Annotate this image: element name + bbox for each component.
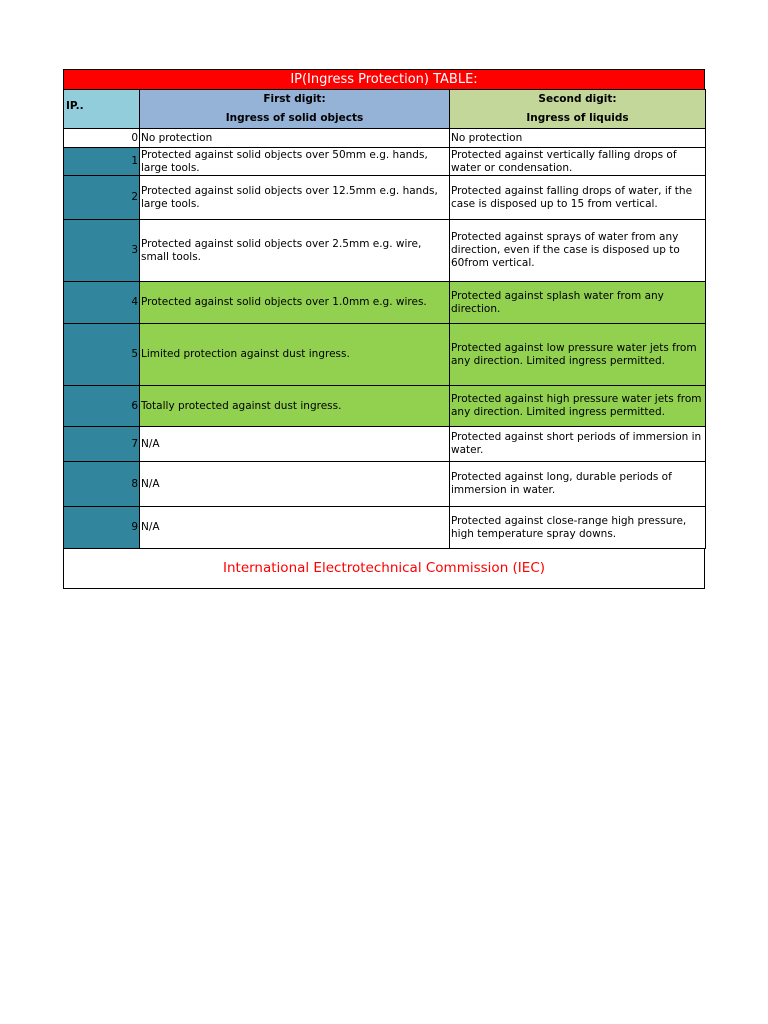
header-first-line2: Ingress of solid objects <box>225 112 364 124</box>
table-row <box>64 220 706 282</box>
table-row <box>64 427 706 462</box>
second-digit-cell: No protection <box>450 129 706 148</box>
first-digit-cell: N/A <box>140 462 450 507</box>
ip-digit: 8 <box>64 462 140 507</box>
table-row <box>64 507 706 549</box>
table-row <box>64 462 706 507</box>
first-digit-cell: Totally protected against dust ingress. <box>140 386 450 427</box>
table-row <box>64 129 706 148</box>
ip-digit: 5 <box>64 324 140 386</box>
ip-digit: 1 <box>64 148 140 176</box>
first-digit-cell: Protected against solid objects over 2.5mm e.g. wire, small tools. <box>140 220 450 282</box>
second-digit-cell: Protected against high pressure water jets from any direction. Limited ingress permitted. <box>450 386 706 427</box>
header-second-line1: Second digit: <box>538 93 617 105</box>
ip-digit: 3 <box>64 220 140 282</box>
table-row <box>64 176 706 220</box>
footer-iec: International Electrotechnical Commission (IEC) <box>63 549 705 589</box>
first-digit-cell: N/A <box>140 507 450 549</box>
header-row <box>64 90 706 129</box>
header-ip: IP.. <box>64 90 140 129</box>
header-first-line1: First digit: <box>263 93 326 105</box>
ip-digit: 2 <box>64 176 140 220</box>
ip-digit: 6 <box>64 386 140 427</box>
ip-digit: 4 <box>64 282 140 324</box>
table-row <box>64 148 706 176</box>
first-digit-cell: Limited protection against dust ingress. <box>140 324 450 386</box>
table-row <box>64 386 706 427</box>
second-digit-cell: Protected against low pressure water jets from any direction. Limited ingress permitted. <box>450 324 706 386</box>
second-digit-cell: Protected against sprays of water from any direction, even if the case is disposed up to 60from vertical. <box>450 220 706 282</box>
second-digit-cell: Protected against vertically falling drops of water or condensation. <box>450 148 706 176</box>
ip-digit: 7 <box>64 427 140 462</box>
second-digit-cell: Protected against falling drops of water, if the case is disposed up to 15 from vertical. <box>450 176 706 220</box>
table-row <box>64 282 706 324</box>
table-row <box>64 324 706 386</box>
ip-digit: 0 <box>64 129 140 148</box>
first-digit-cell: N/A <box>140 427 450 462</box>
header-first-digit <box>140 90 450 129</box>
second-digit-cell: Protected against long, durable periods of immersion in water. <box>450 462 706 507</box>
header-second-line2: Ingress of liquids <box>526 112 629 124</box>
table-title: IP(Ingress Protection) TABLE: <box>63 69 705 89</box>
first-digit-cell: Protected against solid objects over 1.0mm e.g. wires. <box>140 282 450 324</box>
ip-table-sheet <box>63 69 705 589</box>
second-digit-cell: Protected against close-range high pressure, high temperature spray downs. <box>450 507 706 549</box>
ip-digit: 9 <box>64 507 140 549</box>
first-digit-cell: No protection <box>140 129 450 148</box>
first-digit-cell: Protected against solid objects over 12.5mm e.g. hands, large tools. <box>140 176 450 220</box>
second-digit-cell: Protected against short periods of immersion in water. <box>450 427 706 462</box>
second-digit-cell: Protected against splash water from any direction. <box>450 282 706 324</box>
ip-table <box>63 89 706 549</box>
first-digit-cell: Protected against solid objects over 50mm e.g. hands, large tools. <box>140 148 450 176</box>
header-second-digit <box>450 90 706 129</box>
